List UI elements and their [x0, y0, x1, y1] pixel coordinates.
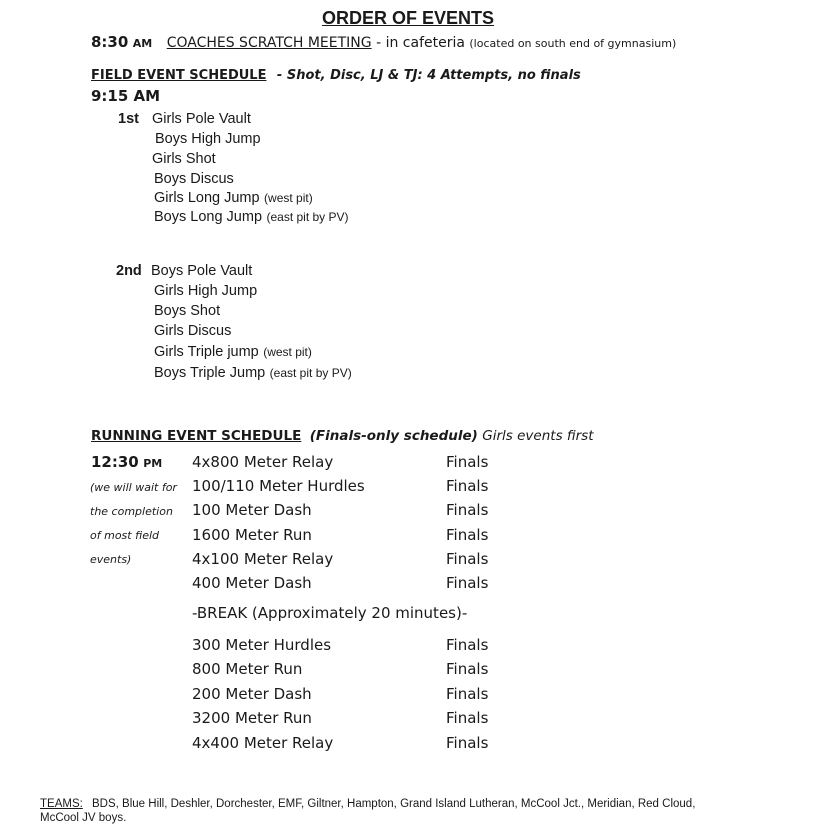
- running-event-status: Finals: [446, 501, 489, 519]
- field-event-item: [154, 343, 312, 361]
- coaches-meeting-location: (located on south end of gymnasium): [469, 37, 677, 50]
- running-event-status: Finals: [446, 453, 489, 471]
- running-event-name: 300 Meter Hurdles: [192, 636, 332, 654]
- wait-note-line: of most field: [90, 529, 159, 542]
- running-event-name: 400 Meter Dash: [192, 574, 312, 592]
- running-time-value: 12:30: [91, 453, 139, 471]
- field-event-item: Girls Discus: [154, 323, 232, 339]
- break-text: -BREAK (Approximately 20 minutes)-: [192, 604, 468, 622]
- teams-list-2: McCool JV boys.: [40, 812, 127, 824]
- running-time-ampm: PM: [143, 457, 163, 470]
- wait-note-line: the completion: [90, 505, 173, 518]
- running-event-name: 4x100 Meter Relay: [192, 550, 334, 568]
- running-event-name: 200 Meter Dash: [192, 685, 312, 703]
- running-event-status: Finals: [446, 734, 489, 752]
- coaches-meeting-label: COACHES SCRATCH MEETING: [166, 35, 372, 51]
- field-event-item: Girls Pole Vault: [152, 111, 251, 127]
- field-event-time: 9:15 AM: [91, 87, 161, 105]
- running-event-name: 100/110 Meter Hurdles: [192, 477, 365, 495]
- field-event-item: Girls High Jump: [154, 283, 258, 299]
- running-event-status: Finals: [446, 477, 489, 495]
- field-event-item: Boys Shot: [154, 303, 221, 319]
- running-event-status: Finals: [446, 550, 489, 568]
- teams-label: TEAMS:: [40, 798, 83, 810]
- running-event-name: 1600 Meter Run: [192, 526, 312, 544]
- field-event-item: Boys Pole Vault: [151, 263, 253, 279]
- running-event-status: Finals: [446, 660, 489, 678]
- running-event-name: 4x400 Meter Relay: [192, 734, 334, 752]
- field-event-note: (west pit): [263, 345, 312, 359]
- flight-label-2nd: 2nd: [116, 263, 142, 279]
- running-event-name: 800 Meter Run: [192, 660, 303, 678]
- coaches-time: 8:30: [91, 33, 129, 51]
- field-event-name: Girls Triple jump: [154, 344, 259, 360]
- field-event-item: [154, 364, 352, 382]
- coaches-ampm: AM: [132, 37, 153, 50]
- page-title: ORDER OF EVENTS: [321, 8, 495, 28]
- teams-line-1: [40, 798, 695, 810]
- field-event-name: Girls Long Jump: [154, 190, 260, 206]
- running-event-status: Finals: [446, 685, 489, 703]
- field-event-name: Boys Long Jump: [154, 209, 263, 225]
- teams-list-1: BDS, Blue Hill, Deshler, Dorchester, EMF, Giltner, Hampton, Grand Island Lutheran, McCool Jct., Meridian, Red Cloud,: [92, 798, 696, 810]
- field-event-note: (east pit by PV): [266, 210, 349, 224]
- running-event-heading-line: [91, 427, 594, 445]
- field-event-item: Girls Shot: [152, 151, 216, 167]
- field-event-item: [154, 208, 349, 226]
- field-event-note: (west pit): [264, 191, 313, 205]
- running-event-name: 3200 Meter Run: [192, 709, 312, 727]
- running-event-status: Finals: [446, 574, 489, 592]
- running-event-subheading: (Finals-only schedule): [309, 428, 478, 444]
- running-event-status: Finals: [446, 709, 489, 727]
- field-event-item: [154, 189, 313, 207]
- wait-note-line: (we will wait for: [90, 481, 177, 494]
- running-time: [91, 453, 162, 472]
- running-event-heading: RUNNING EVENT SCHEDULE: [91, 428, 302, 444]
- field-event-item: Boys Discus: [154, 171, 234, 187]
- flight-label-1st: 1st: [118, 111, 139, 127]
- field-event-subheading: - Shot, Disc, LJ & TJ: 4 Attempts, no finals: [276, 68, 581, 83]
- field-event-heading-line: [91, 66, 581, 84]
- field-event-name: Boys Triple Jump: [154, 365, 266, 381]
- field-event-note: (east pit by PV): [269, 366, 352, 380]
- running-event-status: Finals: [446, 636, 489, 654]
- field-event-item: Boys High Jump: [155, 131, 261, 147]
- running-event-name: 100 Meter Dash: [192, 501, 312, 519]
- running-event-status: Finals: [446, 526, 489, 544]
- field-event-heading: FIELD EVENT SCHEDULE: [91, 68, 267, 83]
- wait-note-line: events): [90, 553, 132, 566]
- running-event-subnote: Girls events first: [482, 428, 594, 444]
- coaches-meeting-suffix: - in cafeteria: [371, 35, 465, 51]
- coaches-meeting-line: [91, 33, 676, 52]
- running-event-name: 4x800 Meter Relay: [192, 453, 334, 471]
